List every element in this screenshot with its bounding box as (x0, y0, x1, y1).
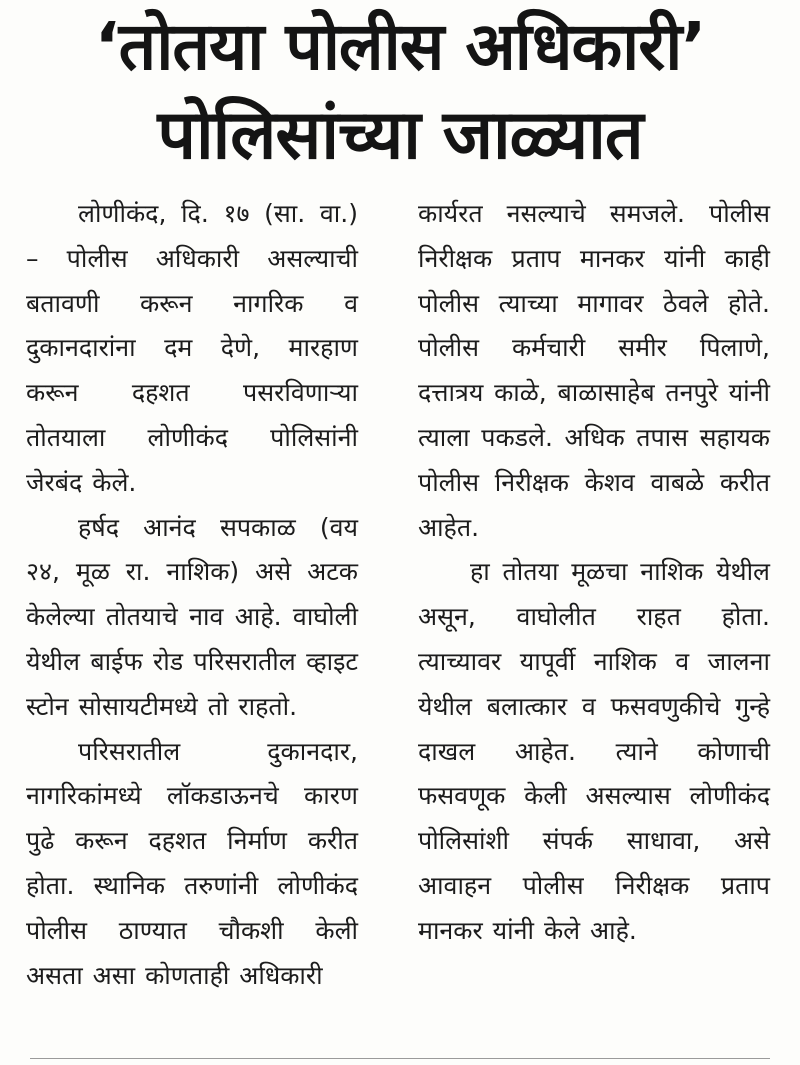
article-paragraph: हर्षद आनंद सपकाळ (वय २४, मूळ रा. नाशिक) असे अटक केलेल्या तोतयाचे नाव आहे. वाघोली येथील बाईफ रोड परिसरातील व्हाइट स्टोन सोसायटीमध्ये तो राहतो. (26, 512, 358, 721)
article-paragraph: परिसरातील दुकानदार, नागरिकांमध्ये लॉकडाऊनचे कारण पुढे करून दहशत निर्माण करीत होता. स्थानिक तरुणांनी लोणीकंद पोलीस ठाण्यात चौकशी केली असता असा कोणताही अधिकारी (26, 736, 358, 990)
article-paragraph: हा तोतया मूळचा नाशिक येथील असून, वाघोलीत राहत होता. त्याच्यावर यापूर्वी नाशिक व जालना येथील बलात्कार व फसवणुकीचे गुन्हे दाखल आहेत. त्याने कोणाची फसवणूक केली असल्यास लोणीकंद पोलिसांशी संपर्क साधावा, असे आवाहन पोलीस निरीक्षक प्रताप मानकर यांनी केले आहे. (418, 557, 770, 945)
article-column-right (418, 192, 770, 954)
article-column-left (26, 192, 358, 998)
article-paragraph-dateline: लोणीकंद, दि. १७ (सा. वा.) – पोलीस अधिकारी असल्याची बतावणी करून नागरिक व दुकानदारांना दम देणे, मारहाण करून दहशत पसरविणाऱ्या तोतयाला लोणीकंद पोलिसांनी जेरबंद केले. (26, 199, 358, 497)
headline (0, 4, 800, 182)
article-paragraph-continued: कार्यरत नसल्याचे समजले. पोलीस निरीक्षक प्रताप मानकर यांनी काही पोलीस त्याच्या मागावर ठेवले होते. पोलीस कर्मचारी समीर पिलाणे, दत्तात्रय काळे, बाळासाहेब तनपुरे यांनी त्याला पकडले. अधिक तपास सहायक पोलीस निरीक्षक केशव वाबळे करीत आहेत. (418, 199, 770, 542)
headline-line-2: पोलिसांच्या जाळ्यात (157, 96, 643, 175)
bottom-rule (30, 1058, 770, 1059)
headline-line-1: ‘तोतया पोलीस अधिकारी’ (94, 8, 706, 85)
